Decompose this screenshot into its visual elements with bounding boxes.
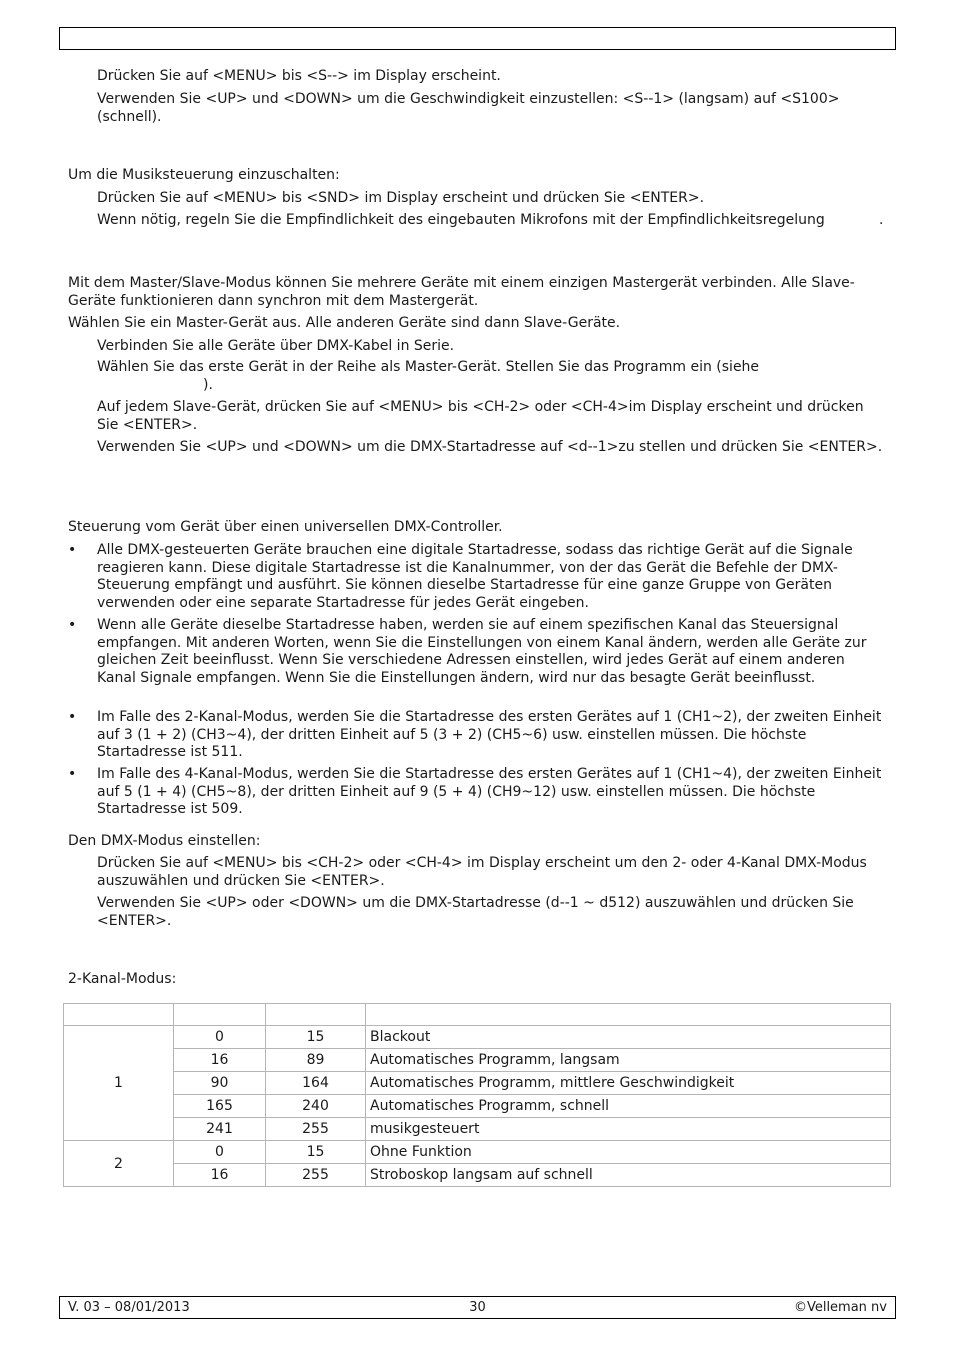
dmx-mode-step-2: Verwenden Sie <UP> oder <DOWN> um die DMX-Startadresse (d--1 ~ d512) auszuwählen und drücken Sie <ENTER>. [97,895,854,929]
from-cell: 90 [174,1072,266,1095]
master-slave-choose: Wählen Sie ein Master-Gerät aus. Alle anderen Geräte sind dann Slave-Geräte. [68,315,621,331]
function-cell: musikgesteuert [366,1118,891,1141]
function-cell: Automatisches Programm, mittlere Geschwindigkeit [366,1072,891,1095]
table-row [64,1026,891,1049]
dmx-mode-step-1: Drücken Sie auf <MENU> bis <CH-2> oder <CH-4> im Display erscheint um den 2- oder 4-Kanal DMX-Modus auszuwählen und drücken Sie <ENTER>. [97,855,867,889]
to-cell: 15 [266,1026,366,1049]
to-cell: 15 [266,1141,366,1164]
bullet-dot: • [68,617,77,633]
page-footer [59,1296,896,1319]
table-row [64,1164,891,1187]
function-cell: Stroboskop langsam auf schnell [366,1164,891,1187]
footer-copyright: ©Velleman nv [793,1300,887,1315]
master-slave-step-2-end: ). [203,377,213,393]
bullet-dot: • [68,542,77,558]
dmx-bullet-1: Alle DMX-gesteuerten Geräte brauchen eine digitale Startadresse, sodass das richtige Gerät auf die Signale reagieren kann. Diese digitale Startadresse ist die Kanalnummer, von der das Gerät die Befehle der DMX-Steuerung empfängt und ausführt. Sie können dieselbe Startadresse für eine ganze Gruppe von Geräten verwenden oder eine separate Startadresse für jedes Gerät eingeben. [97,542,853,611]
header-cell [174,1004,266,1026]
music-step-2: Wenn nötig, regeln Sie die Empfindlichkeit des eingebauten Mikrofons mit der Empfindlichkeitsregelung [97,212,825,228]
dmx-intro: Steuerung vom Gerät über einen universellen DMX-Controller. [68,519,503,535]
dmx-channel-table [63,1003,891,1187]
dmx-bullet-4: Im Falle des 4-Kanal-Modus, werden Sie die Startadresse des ersten Gerätes auf 1 (CH1~4), der zweiten Einheit auf 5 (1 + 4) (CH5~8), der dritten Einheit auf 9 (5 + 4) (CH9~12) usw. einstellen müssen. Die höchste Startadresse ist 509. [97,766,882,817]
from-cell: 165 [174,1095,266,1118]
speed-step-1: Drücken Sie auf <MENU> bis <S--> im Display erscheint. [97,68,501,84]
page-header-box [59,27,896,50]
master-slave-step-4: Verwenden Sie <UP> und <DOWN> um die DMX-Startadresse auf <d--1>zu stellen und drücken Sie <ENTER>. [97,439,883,455]
to-cell: 240 [266,1095,366,1118]
footer-version: V. 03 – 08/01/2013 [68,1300,190,1315]
table-header-row [64,1004,891,1026]
header-cell [366,1004,891,1026]
channel-cell: 1 [64,1026,174,1141]
function-cell: Ohne Funktion [366,1141,891,1164]
footer-page-number: 30 [469,1300,486,1315]
function-cell: Automatisches Programm, schnell [366,1095,891,1118]
music-intro: Um die Musiksteuerung einzuschalten: [68,167,340,183]
from-cell: 0 [174,1026,266,1049]
table-row [64,1118,891,1141]
to-cell: 255 [266,1118,366,1141]
music-step-2-end: . [879,212,884,228]
dmx-bullet-2: Wenn alle Geräte dieselbe Startadresse haben, werden sie auf einem spezifischen Kanal das Steuersignal empfangen. Mit anderen Worten, wenn Sie die Einstellungen von einem Kanal ändern, werden alle Geräte zur gleichen Zeit beeinflusst. Wenn Sie verschiedene Adressen einstellen, wird jedes Gerät auf einem anderen Kanal Signale empfangen. Wenn Sie die Einstellungen ändern, wird nur das besagte Gerät beeinflusst. [97,617,867,686]
table-row [64,1049,891,1072]
to-cell: 164 [266,1072,366,1095]
to-cell: 89 [266,1049,366,1072]
bullet-dot: • [68,709,77,725]
function-cell: Automatisches Programm, langsam [366,1049,891,1072]
from-cell: 0 [174,1141,266,1164]
table-row [64,1072,891,1095]
master-slave-step-3: Auf jedem Slave-Gerät, drücken Sie auf <MENU> bis <CH-2> oder <CH-4>im Display erscheint und drücken Sie <ENTER>. [97,399,864,433]
speed-step-2: Verwenden Sie <UP> und <DOWN> um die Geschwindigkeit einzustellen: <S--1> (langsam) auf <S100> (schnell). [97,91,840,125]
from-cell: 16 [174,1164,266,1187]
from-cell: 16 [174,1049,266,1072]
music-step-1: Drücken Sie auf <MENU> bis <SND> im Display erscheint und drücken Sie <ENTER>. [97,190,705,206]
dmx-bullet-3: Im Falle des 2-Kanal-Modus, werden Sie die Startadresse des ersten Gerätes auf 1 (CH1~2), der zweiten Einheit auf 3 (1 + 2) (CH3~4), der dritten Einheit auf 5 (3 + 2) (CH5~6) usw. einstellen müssen. Die höchste Startadresse ist 511. [97,709,882,760]
function-cell: Blackout [366,1026,891,1049]
two-channel-label: 2-Kanal-Modus: [68,971,177,987]
from-cell: 241 [174,1118,266,1141]
master-slave-step-1: Verbinden Sie alle Geräte über DMX-Kabel in Serie. [97,338,455,354]
bullet-dot: • [68,766,77,782]
table-row [64,1095,891,1118]
header-cell [64,1004,174,1026]
table-row [64,1141,891,1164]
to-cell: 255 [266,1164,366,1187]
channel-cell: 2 [64,1141,174,1187]
master-slave-intro: Mit dem Master/Slave-Modus können Sie mehrere Geräte mit einem einzigen Mastergerät verbinden. Alle Slave-Geräte funktionieren dann synchron mit dem Mastergerät. [68,275,855,309]
dmx-mode-intro: Den DMX-Modus einstellen: [68,833,261,849]
header-cell [266,1004,366,1026]
master-slave-step-2: Wählen Sie das erste Gerät in der Reihe als Master-Gerät. Stellen Sie das Programm ein (siehe [97,359,760,375]
